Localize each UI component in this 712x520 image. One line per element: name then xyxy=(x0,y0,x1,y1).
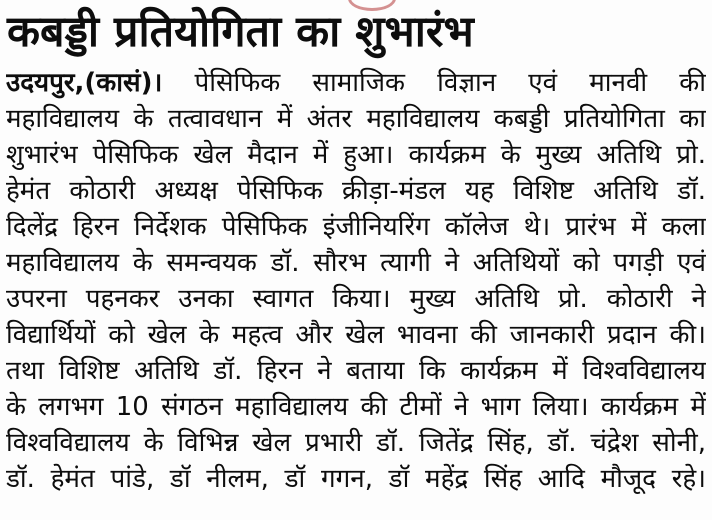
article-line-10: के लगभग 10 संगठन महाविद्यालय की टीमों ने भाग लिया। कार्यक्रम में xyxy=(6,392,706,422)
headline: कबड्डी प्रतियोगिता का शुभारंभ xyxy=(7,7,474,57)
article-line-1 xyxy=(6,65,706,101)
article-line-5: दिलेंद्र हिरन निर्देशक पेसिफिक इंजीनियरिंग कॉलेज थे। प्रारंभ में कला xyxy=(6,212,706,242)
article-line-4: हेमंत कोठारी अध्यक्ष पेसिफिक क्रीड़ा-मंडल यह विशिष्ट अतिथि डॉ. xyxy=(6,176,706,206)
article-body xyxy=(6,65,706,497)
article-line-2: महाविद्यालय के तत्वावधान में अंतर महाविद्यालय कबड्डी प्रतियोगिता का xyxy=(6,104,706,134)
dateline: उदयपुर,(कासं)। xyxy=(6,68,163,98)
article-line-11: विश्वविद्यालय के विभिन्न खेल प्रभारी डॉ. जितेंद्र सिंह, डॉ. चंद्रेश सोनी, xyxy=(6,428,706,458)
article-line-6: महाविद्यालय के समन्वयक डॉ. सौरभ त्यागी ने अतिथियों को पगड़ी एवं xyxy=(6,248,706,278)
article-line-12: डॉ. हेमंत पांडे, डॉ नीलम, डॉ गगन, डॉ महेंद्र सिंह आदि मौजूद रहे। xyxy=(6,464,706,494)
article-line-9: तथा विशिष्ट अतिथि डॉ. हिरन ने बताया कि कार्यक्रम में विश्वविद्यालय xyxy=(6,356,706,386)
article-line-1-text: पेसिफिक सामाजिक विज्ञान एवं मानवी की xyxy=(194,68,706,98)
article-line-8: विद्यार्थियों को खेल के महत्व और खेल भावना की जानकारी प्रदान की। xyxy=(6,320,706,350)
article-line-3: शुभारंभ पेसिफिक खेल मैदान में हुआ। कार्यक्रम के मुख्य अतिथि प्रो. xyxy=(6,140,706,170)
article-line-7: उपरना पहनकर उनका स्वागत किया। मुख्य अतिथि प्रो. कोठारी ने xyxy=(6,284,706,314)
